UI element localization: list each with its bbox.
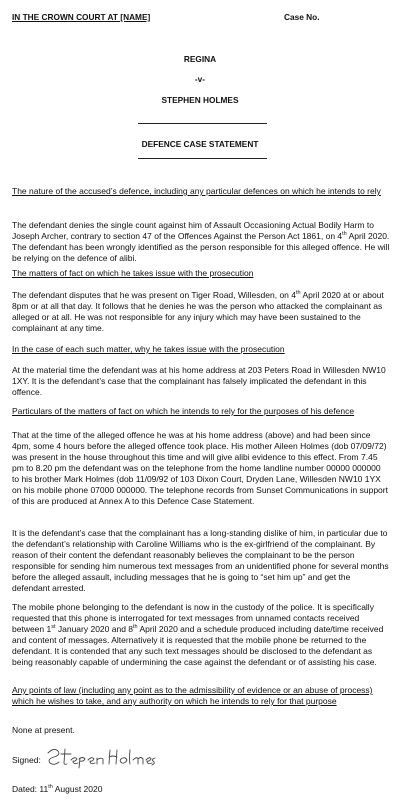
case-number: Case No. — [284, 12, 320, 22]
section-paragraph: That at the time of the alleged offence he was at his home address (above) and had been since 4pm, some 4 hours before the alleged offence took place. His mother Aileen Holmes (dob 07/09/72) was present in the house throughout this time and will give alibi evidence to this effect. From 7.45 pm to 8.20 pm the defendant was on the telephone from the home landline number 00000 000000 to his brother Mark Holmes (dob 11/09/92 of 103 Dixon Court, Dryden Lane, Willesden NW10 1YX on his mobile phone 07000 000000. The telephone records from Sunset Communications in support of this are produced at Annex A to this Defence Case Statement. — [12, 430, 388, 506]
section-heading-why-issue: In the case of each such matter, why he takes issue with the prosecution — [12, 344, 285, 354]
dated-date: 11th August 2020 — [39, 784, 103, 794]
court-name: IN THE CROWN COURT AT [NAME] — [12, 12, 151, 22]
section-paragraph: At the material time the defendant was at his home address at 203 Peters Road in Willesden NW10 1XY. It is the defendant’s case that the complainant has falsely implicated the defendant in this offence. — [12, 365, 386, 397]
section-paragraph: The defendant disputes that he was present on Tiger Road, Willesden, on 4th April 2020 at or about 8pm or at all that day. It follows that he denies he was the person who attacked the complainant as alleged or at all. He was not responsible for any injury which may have been sustained to the complainant at any time. — [12, 290, 384, 333]
signed-label: Signed: — [12, 755, 41, 765]
section-paragraph: None at present. — [12, 725, 75, 735]
versus-label: -v- — [194, 74, 206, 84]
section-paragraph: It is the defendant’s case that the complainant has a long-standing dislike of him, in particular due to the defendant’s relationship with Caroline Williams who is the ex-girlfriend of the complainant. By reason of their content the defendant reasonably believes the complainant to be the person responsible for sending him numerous text messages from an unidentified phone for several months before the alleged assault, including messages that he is going to “set him up” and get the defendant arrested. — [12, 528, 389, 593]
dated-label: Dated: — [12, 784, 38, 794]
document-title: DEFENCE CASE STATEMENT — [141, 139, 259, 149]
title-rule-bottom — [138, 158, 267, 159]
dated-line — [12, 784, 102, 794]
section-paragraph: The defendant denies the single count against him of Assault Occasioning Actual Bodily Harm to Joseph Archer, contrary to section 47 of the Offences Against the Person Act 1861, on 4th April 2020. The defendant has been wrongly identified as the person responsible for this alleged offence. He will be relying on the defence of alibi. — [12, 220, 390, 263]
title-rule-top — [138, 123, 267, 124]
section-heading-defence-nature: The nature of the accused’s defence, including any particular defences on which he intends to rely — [12, 186, 381, 196]
section-heading-points-of-law: Any points of law (including any point as to the admissibility of evidence or an abuse of process) which he wishes to take, and any authority on which he intends to rely for that purpose — [12, 685, 373, 706]
section-heading-particulars: Particulars of the matters of fact on which he intends to rely for the purposes of his defence — [12, 406, 355, 416]
handwritten-signature — [46, 746, 158, 770]
section-heading-matters-of-fact: The matters of fact on which he takes issue with the prosecution — [12, 268, 254, 278]
regina-title: REGINA — [183, 54, 217, 64]
defendant-name: STEPHEN HOLMES — [161, 95, 239, 105]
section-paragraph: The mobile phone belonging to the defendant is now in the custody of the police. It is specifically requested that this phone is interrogated for text messages from unnamed contacts received between 1st January 2020 and 8th April 2020 and a schedule produced including date/time received and content of messages. Alternatively it is requested that the mobile phone be returned to the defendant. It is contended that any such text messages should be disclosed to the defendant as being reasonably capable of undermining the case against the defendant or of assisting his case. — [12, 602, 384, 667]
